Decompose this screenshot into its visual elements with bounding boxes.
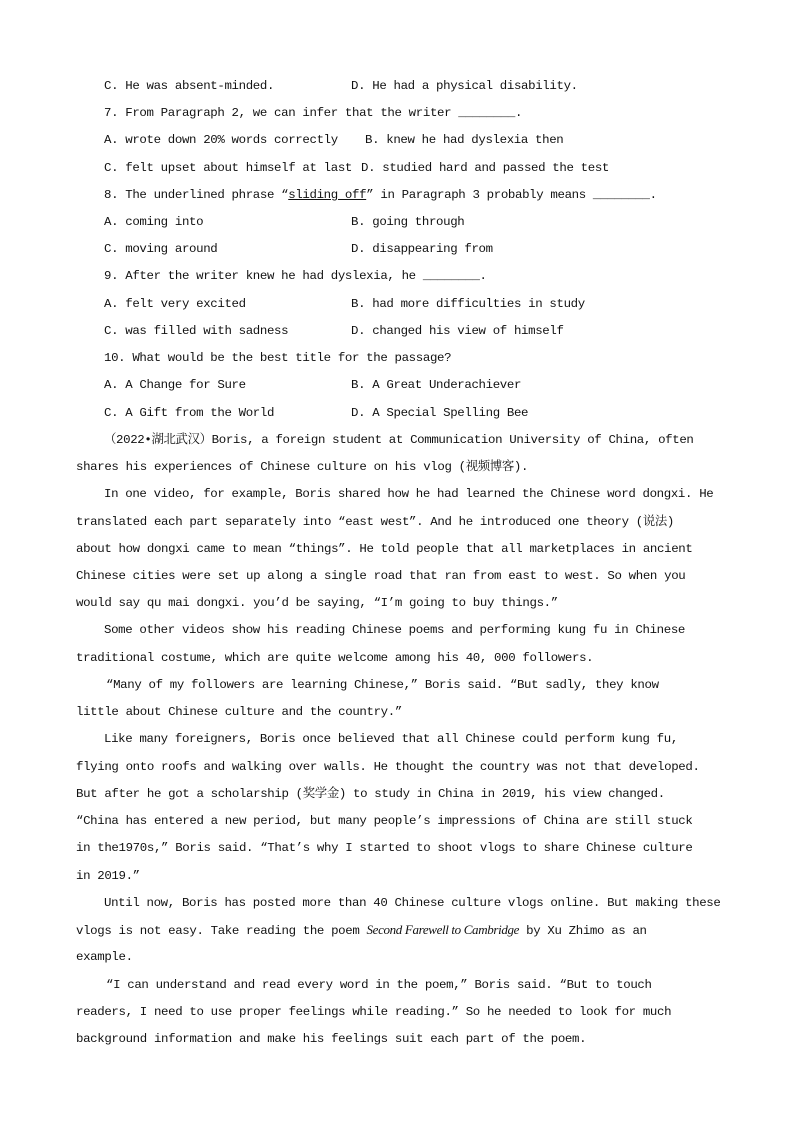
q7-option-b: B. knew he had dyslexia then <box>365 133 564 147</box>
passage-p2-line5: would say qu mai dongxi. you’d be saying, “I’m going to buy things.” <box>76 596 558 610</box>
q10-option-c: C. A Gift from the World <box>104 406 275 420</box>
q10-option-a: A. A Change for Sure <box>104 378 246 392</box>
q8-stem-post: ” in Paragraph 3 probably means ________. <box>366 188 657 202</box>
q10-option-d: D. A Special Spelling Bee <box>351 406 529 420</box>
passage-p7-line2: readers, I need to use proper feelings while reading.” So he needed to look for much <box>76 1005 672 1019</box>
passage-p7-line3: background information and make his feelings suit each part of the poem. <box>76 1032 587 1046</box>
passage-p6-line2 <box>76 922 716 939</box>
q8-option-a: A. coming into <box>104 215 204 229</box>
q7-option-d: D. studied hard and passed the test <box>361 161 609 175</box>
q6-option-c: C. He was absent-minded. <box>104 79 275 93</box>
q8-stem <box>104 187 657 203</box>
passage-p2-line3: about how dongxi came to mean “things”. He told people that all marketplaces in ancient <box>76 542 693 556</box>
passage-p4-line1: “Many of my followers are learning Chinese,” Boris said. “But sadly, they know <box>106 678 659 692</box>
q8-option-b: B. going through <box>351 215 465 229</box>
q9-option-c: C. was filled with sadness <box>104 324 289 338</box>
passage-p5-line5: in the1970s,” Boris said. “That’s why I started to shoot vlogs to share Chinese culture <box>76 841 693 855</box>
passage-p1-line2: shares his experiences of Chinese culture on his vlog (视频博客). <box>76 460 529 474</box>
passage-p7-line1: “I can understand and read every word in the poem,” Boris said. “But to touch <box>106 978 652 992</box>
p6-line2-post: by Xu Zhimo as an <box>519 924 647 938</box>
passage-p2-line1: In one video, for example, Boris shared how he had learned the Chinese word dongxi. He <box>104 487 714 501</box>
underlined-phrase: sliding off <box>288 188 367 202</box>
passage-p2-line4: Chinese cities were set up along a single road that ran from east to west. So when you <box>76 569 686 583</box>
passage-p5-line3: But after he got a scholarship (奖学金) to study in China in 2019, his view changed. <box>76 787 665 801</box>
q10-stem: 10. What would be the best title for the passage? <box>104 351 452 365</box>
poem-title: Second Farewell to Cambridge <box>366 922 520 937</box>
q6-option-d: D. He had a physical disability. <box>351 79 578 93</box>
q7-option-c: C. felt upset about himself at last <box>104 161 352 175</box>
q9-option-d: D. changed his view of himself <box>351 324 564 338</box>
q8-option-c: C. moving around <box>104 242 218 256</box>
passage-p5-line2: flying onto roofs and walking over walls. He thought the country was not that developed. <box>76 760 700 774</box>
passage-p5-line1: Like many foreigners, Boris once believed that all Chinese could perform kung fu, <box>104 732 678 746</box>
passage-p2-line2: translated each part separately into “east west”. And he introduced one theory (说法) <box>76 515 675 529</box>
passage-p4-line2: little about Chinese culture and the country.” <box>76 705 402 719</box>
q9-stem: 9. After the writer knew he had dyslexia, he ________. <box>104 269 487 283</box>
passage-p5-line4: “China has entered a new period, but many people’s impressions of China are still stuck <box>76 814 693 828</box>
passage-p3-line1: Some other videos show his reading Chinese poems and performing kung fu in Chinese <box>104 623 686 637</box>
passage-p6-line1: Until now, Boris has posted more than 40 Chinese culture vlogs online. But making these <box>104 896 721 910</box>
passage-p1-line1: （2022•湖北武汉）Boris, a foreign student at Communication University of China, often <box>104 433 694 447</box>
q7-stem: 7. From Paragraph 2, we can infer that the writer ________. <box>104 106 523 120</box>
passage-p6-line3: example. <box>76 950 133 964</box>
q10-option-b: B. A Great Underachiever <box>351 378 522 392</box>
q7-option-a: A. wrote down 20% words correctly <box>104 133 338 147</box>
q9-option-b: B. had more difficulties in study <box>351 297 585 311</box>
passage-p3-line2: traditional costume, which are quite welcome among his 40, 000 followers. <box>76 651 594 665</box>
q8-stem-pre: 8. The underlined phrase “ <box>104 188 289 202</box>
passage-p5-line6: in 2019.” <box>76 869 140 883</box>
p6-line2-pre: vlogs is not easy. Take reading the poem <box>76 924 367 938</box>
q8-option-d: D. disappearing from <box>351 242 493 256</box>
q9-option-a: A. felt very excited <box>104 297 246 311</box>
